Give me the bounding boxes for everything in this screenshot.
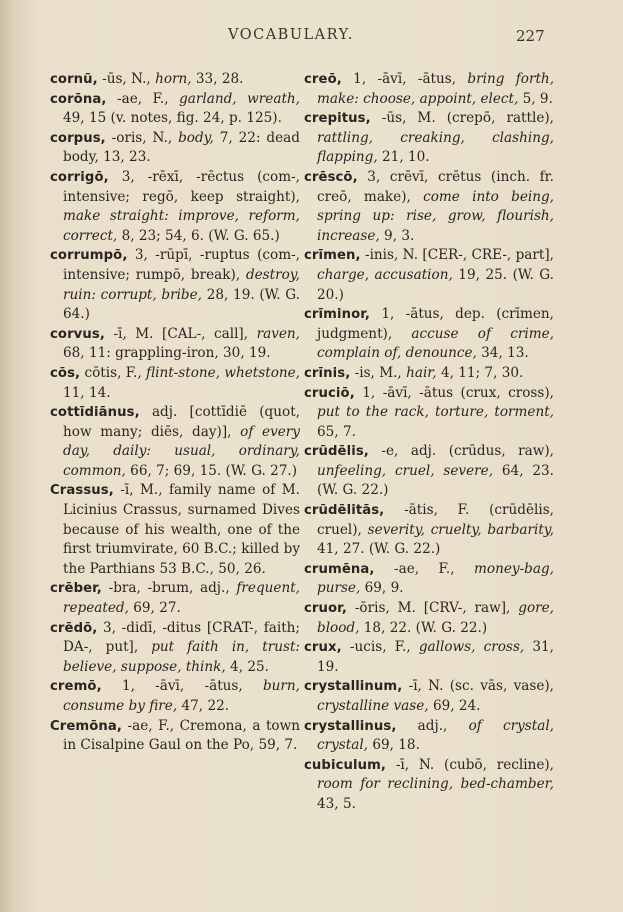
entry-headword: crux, bbox=[304, 640, 342, 656]
entry-references: 8, 23; 54, 6. (W. G. 65.) bbox=[117, 227, 280, 244]
entry-references: 69, 9. bbox=[360, 580, 404, 597]
entry-references: 69, 24. bbox=[428, 698, 481, 714]
entry-references: 59, 7. bbox=[258, 737, 298, 754]
vocabulary-entry bbox=[304, 305, 554, 364]
entry-references: 5, 9. bbox=[518, 90, 553, 107]
entry-headword: corrigō, bbox=[50, 169, 109, 185]
entry-definition: rattling, creaking, clashing, flapping, bbox=[317, 129, 554, 166]
entry-definition: body, bbox=[178, 129, 214, 146]
entry-grammar: -ucis, F., bbox=[341, 639, 419, 656]
entry-definition: unfeeling, cruel, severe, bbox=[317, 462, 494, 479]
entry-definition: accuse of crime, complain of, denounce, bbox=[317, 325, 554, 362]
entry-grammar: -ī, N. (sc. vās, vase), bbox=[402, 678, 554, 695]
entry-headword: cubiculum, bbox=[304, 757, 387, 773]
vocabulary-entry bbox=[50, 403, 300, 481]
entry-grammar: adj. [cottīdiē (quot, how many; diēs, day)], bbox=[63, 404, 300, 440]
vocabulary-entry bbox=[304, 70, 554, 109]
entry-references: 19, 25. (W. G. 20.) bbox=[317, 266, 554, 303]
vocabulary-entry bbox=[50, 364, 300, 403]
entry-references: 66, 7; 69, 15. (W. G. 27.) bbox=[125, 462, 298, 479]
entry-headword: crēber, bbox=[50, 581, 102, 597]
entry-definition: come into being, spring up: rise, grow, flourish, increase, bbox=[317, 188, 554, 244]
entry-definition: gore, blood, bbox=[317, 600, 554, 636]
entry-grammar: 1, -āvī, -ātus, bbox=[101, 678, 263, 695]
entry-headword: cottīdiānus, bbox=[50, 405, 140, 421]
entry-headword: crīminor, bbox=[304, 307, 371, 323]
entry-headword: corrumpō, bbox=[50, 248, 128, 264]
entry-grammar: adj., bbox=[396, 717, 469, 734]
vocabulary-entry bbox=[50, 677, 300, 716]
vocabulary-entry bbox=[50, 481, 300, 579]
entry-grammar: -ī, M., family name of M. Licinius Crassus, surnamed Dives because of his wealth, one of the first triumvirate, 60 B.C.; killed by the Parthians 53 B.C., bbox=[63, 482, 300, 577]
entry-references: 49, 15 (v. notes, fig. 24, p. 125). bbox=[63, 110, 282, 127]
vocabulary-entry bbox=[50, 168, 300, 246]
entry-references: 7, 22: dead body, 13, 23. bbox=[63, 129, 300, 166]
entry-grammar: -ūs, N., bbox=[97, 71, 156, 87]
entry-references: 43, 5. bbox=[317, 795, 356, 812]
vocabulary-entry bbox=[50, 619, 300, 678]
entry-headword: corvus, bbox=[50, 326, 105, 342]
entry-headword: crēdō, bbox=[50, 620, 98, 636]
entry-references: 69, 27. bbox=[128, 600, 181, 617]
right-column bbox=[304, 70, 554, 815]
entry-references: 50, 26. bbox=[218, 560, 266, 577]
running-head: VOCABULARY. bbox=[228, 27, 354, 43]
entry-grammar: -ōris, M. [CRV-, raw], bbox=[346, 600, 519, 617]
entry-headword: creō, bbox=[304, 72, 342, 87]
entry-definition: put to the rack, torture, torment, bbox=[317, 404, 554, 421]
entry-definition: raven, bbox=[256, 325, 300, 342]
vocabulary-entry bbox=[304, 384, 554, 443]
entry-references: 28, 19. (W. G. 64.) bbox=[63, 286, 301, 323]
entry-headword: cornū, bbox=[50, 72, 98, 87]
entry-references: 41, 27. (W. G. 22.) bbox=[317, 541, 441, 558]
vocabulary-entry bbox=[304, 717, 554, 756]
entry-references: 9, 3. bbox=[379, 227, 415, 244]
entry-grammar: -ae, F., bbox=[106, 90, 180, 107]
page-header bbox=[0, 27, 623, 49]
entry-grammar: -ī, M. [CAL-, call], bbox=[104, 325, 257, 342]
entry-headword: Cremōna, bbox=[50, 718, 123, 734]
left-column bbox=[50, 70, 300, 756]
entry-headword: corōna, bbox=[50, 91, 107, 107]
entry-definition: destroy, ruin: corrupt, bribe, bbox=[63, 266, 300, 303]
entry-definition: garland, wreath, bbox=[179, 90, 300, 107]
entry-definition: of crystal, crystal, bbox=[317, 717, 554, 754]
entry-definition: burn, consume by fire, bbox=[63, 678, 300, 714]
vocabulary-entry bbox=[50, 246, 300, 324]
entry-headword: crīnis, bbox=[304, 365, 351, 381]
entry-grammar: -ae, F., bbox=[374, 560, 475, 577]
entry-headword: cremō, bbox=[50, 679, 102, 695]
vocabulary-entry bbox=[304, 560, 554, 599]
entry-references: 18, 22. (W. G. 22.) bbox=[359, 619, 488, 636]
entry-references: 68, 11: grappling-iron, 30, 19. bbox=[63, 345, 271, 362]
vocabulary-entry bbox=[304, 442, 554, 501]
entry-grammar: -ātis, F. (crūdēlis, cruel), bbox=[317, 502, 554, 538]
entry-definition: horn, bbox=[155, 71, 192, 87]
entry-references: 65, 7. bbox=[317, 423, 356, 440]
entry-headword: crīmen, bbox=[304, 248, 361, 264]
entry-definition: room for reclining, bed-chamber, bbox=[317, 776, 554, 793]
entry-headword: crepitus, bbox=[304, 111, 371, 127]
vocabulary-entry bbox=[304, 168, 554, 246]
entry-references: 64, 23. (W. G. 22.) bbox=[317, 462, 554, 499]
entry-grammar: cōtis, F., bbox=[80, 364, 147, 381]
vocabulary-entry bbox=[304, 246, 554, 305]
entry-definition: make straight: improve, reform, correct, bbox=[63, 208, 300, 244]
entry-grammar: -is, M., bbox=[350, 364, 407, 381]
entry-definition: frequent, repeated, bbox=[63, 580, 300, 617]
entry-headword: cruor, bbox=[304, 601, 347, 617]
entry-definition: flint-stone, whetstone, bbox=[146, 364, 301, 381]
vocabulary-entry bbox=[304, 599, 554, 638]
entry-grammar: -ūs, M. (crepō, rattle), bbox=[370, 110, 554, 127]
entry-headword: crystallinus, bbox=[304, 718, 397, 734]
entry-headword: cruciō, bbox=[304, 385, 355, 401]
entry-definition: hair, bbox=[406, 364, 437, 381]
vocabulary-entry bbox=[304, 364, 554, 384]
vocabulary-entry bbox=[304, 109, 554, 168]
vocabulary-entry bbox=[304, 638, 554, 677]
entry-headword: crēscō, bbox=[304, 169, 358, 185]
entry-grammar: 3, -rūpī, -ruptus (com-, intensive; rumpō, break), bbox=[63, 247, 300, 283]
entry-references: 31, 19. bbox=[317, 639, 554, 675]
entry-grammar: 1, -ātus, dep. (crīmen, judgment), bbox=[317, 306, 554, 342]
entry-headword: Crassus, bbox=[50, 483, 114, 499]
entry-grammar: 3, -didī, -ditus [CRAT-, faith; DA-, put], bbox=[63, 619, 300, 656]
entry-grammar: 1, -āvī, -ātus, bbox=[341, 71, 468, 87]
entry-definition: crystalline vase, bbox=[317, 698, 429, 714]
vocabulary-entry bbox=[304, 756, 554, 815]
vocabulary-entry bbox=[304, 677, 554, 716]
entry-headword: cōs, bbox=[50, 365, 81, 381]
entry-references: 47, 22. bbox=[177, 698, 230, 714]
entry-grammar: -ae, F., Cremona, a town in Cisalpine Gaul on the Po, bbox=[63, 717, 300, 754]
vocabulary-entry bbox=[50, 90, 300, 129]
entry-references: 4, 25. bbox=[225, 658, 269, 675]
entry-grammar: -ī, N. (cubō, recline), bbox=[386, 756, 554, 773]
entry-grammar: 1, -āvī, -ātus (crux, cross), bbox=[354, 384, 554, 401]
entry-headword: crystallinum, bbox=[304, 679, 403, 695]
entry-references: 69, 18. bbox=[368, 737, 420, 754]
vocabulary-entry bbox=[50, 325, 300, 364]
vocabulary-entry bbox=[50, 129, 300, 168]
entry-grammar: -inis, N. [CER-, CRE-, part], bbox=[360, 247, 554, 264]
entry-grammar: -bra, -brum, adj., bbox=[101, 580, 237, 597]
vocabulary-entry bbox=[50, 717, 300, 756]
entry-references: 33, 28. bbox=[191, 71, 244, 87]
entry-definition: gallows, cross, bbox=[418, 639, 525, 656]
entry-definition: put faith in, trust: believe, suppose, think, bbox=[63, 639, 300, 675]
page-number: 227 bbox=[516, 27, 545, 45]
entry-references: 21, 10. bbox=[377, 149, 430, 166]
entry-references: 4, 11; 7, 30. bbox=[436, 364, 524, 381]
entry-headword: crumēna, bbox=[304, 561, 375, 577]
entry-definition: charge, accusation, bbox=[317, 266, 453, 283]
entry-definition: of every day, daily: usual, ordinary, common, bbox=[63, 423, 300, 479]
entry-headword: corpus, bbox=[50, 130, 106, 146]
entry-headword: crūdēlitās, bbox=[304, 503, 385, 519]
entry-grammar: 3, -rēxī, -rēctus (com-, intensive; regō, keep straight), bbox=[63, 168, 300, 205]
entry-headword: crūdēlis, bbox=[304, 444, 369, 460]
entry-grammar: 3, crēvī, crētus (inch. fr. creō, make), bbox=[317, 168, 554, 205]
vocabulary-entry bbox=[304, 501, 554, 560]
entry-references: 11, 14. bbox=[63, 384, 111, 401]
entry-grammar: -e, adj. (crūdus, raw), bbox=[368, 443, 554, 460]
entry-references: 34, 13. bbox=[476, 345, 529, 362]
entry-grammar: -oris, N., bbox=[105, 129, 179, 146]
entry-definition: severity, cruelty, barbarity, bbox=[367, 521, 554, 538]
entry-definition: bring forth, make: choose, appoint, elect, bbox=[317, 71, 555, 107]
vocabulary-entry bbox=[50, 579, 300, 618]
entry-definition: money-bag, purse, bbox=[317, 560, 554, 597]
vocabulary-entry bbox=[50, 70, 300, 90]
